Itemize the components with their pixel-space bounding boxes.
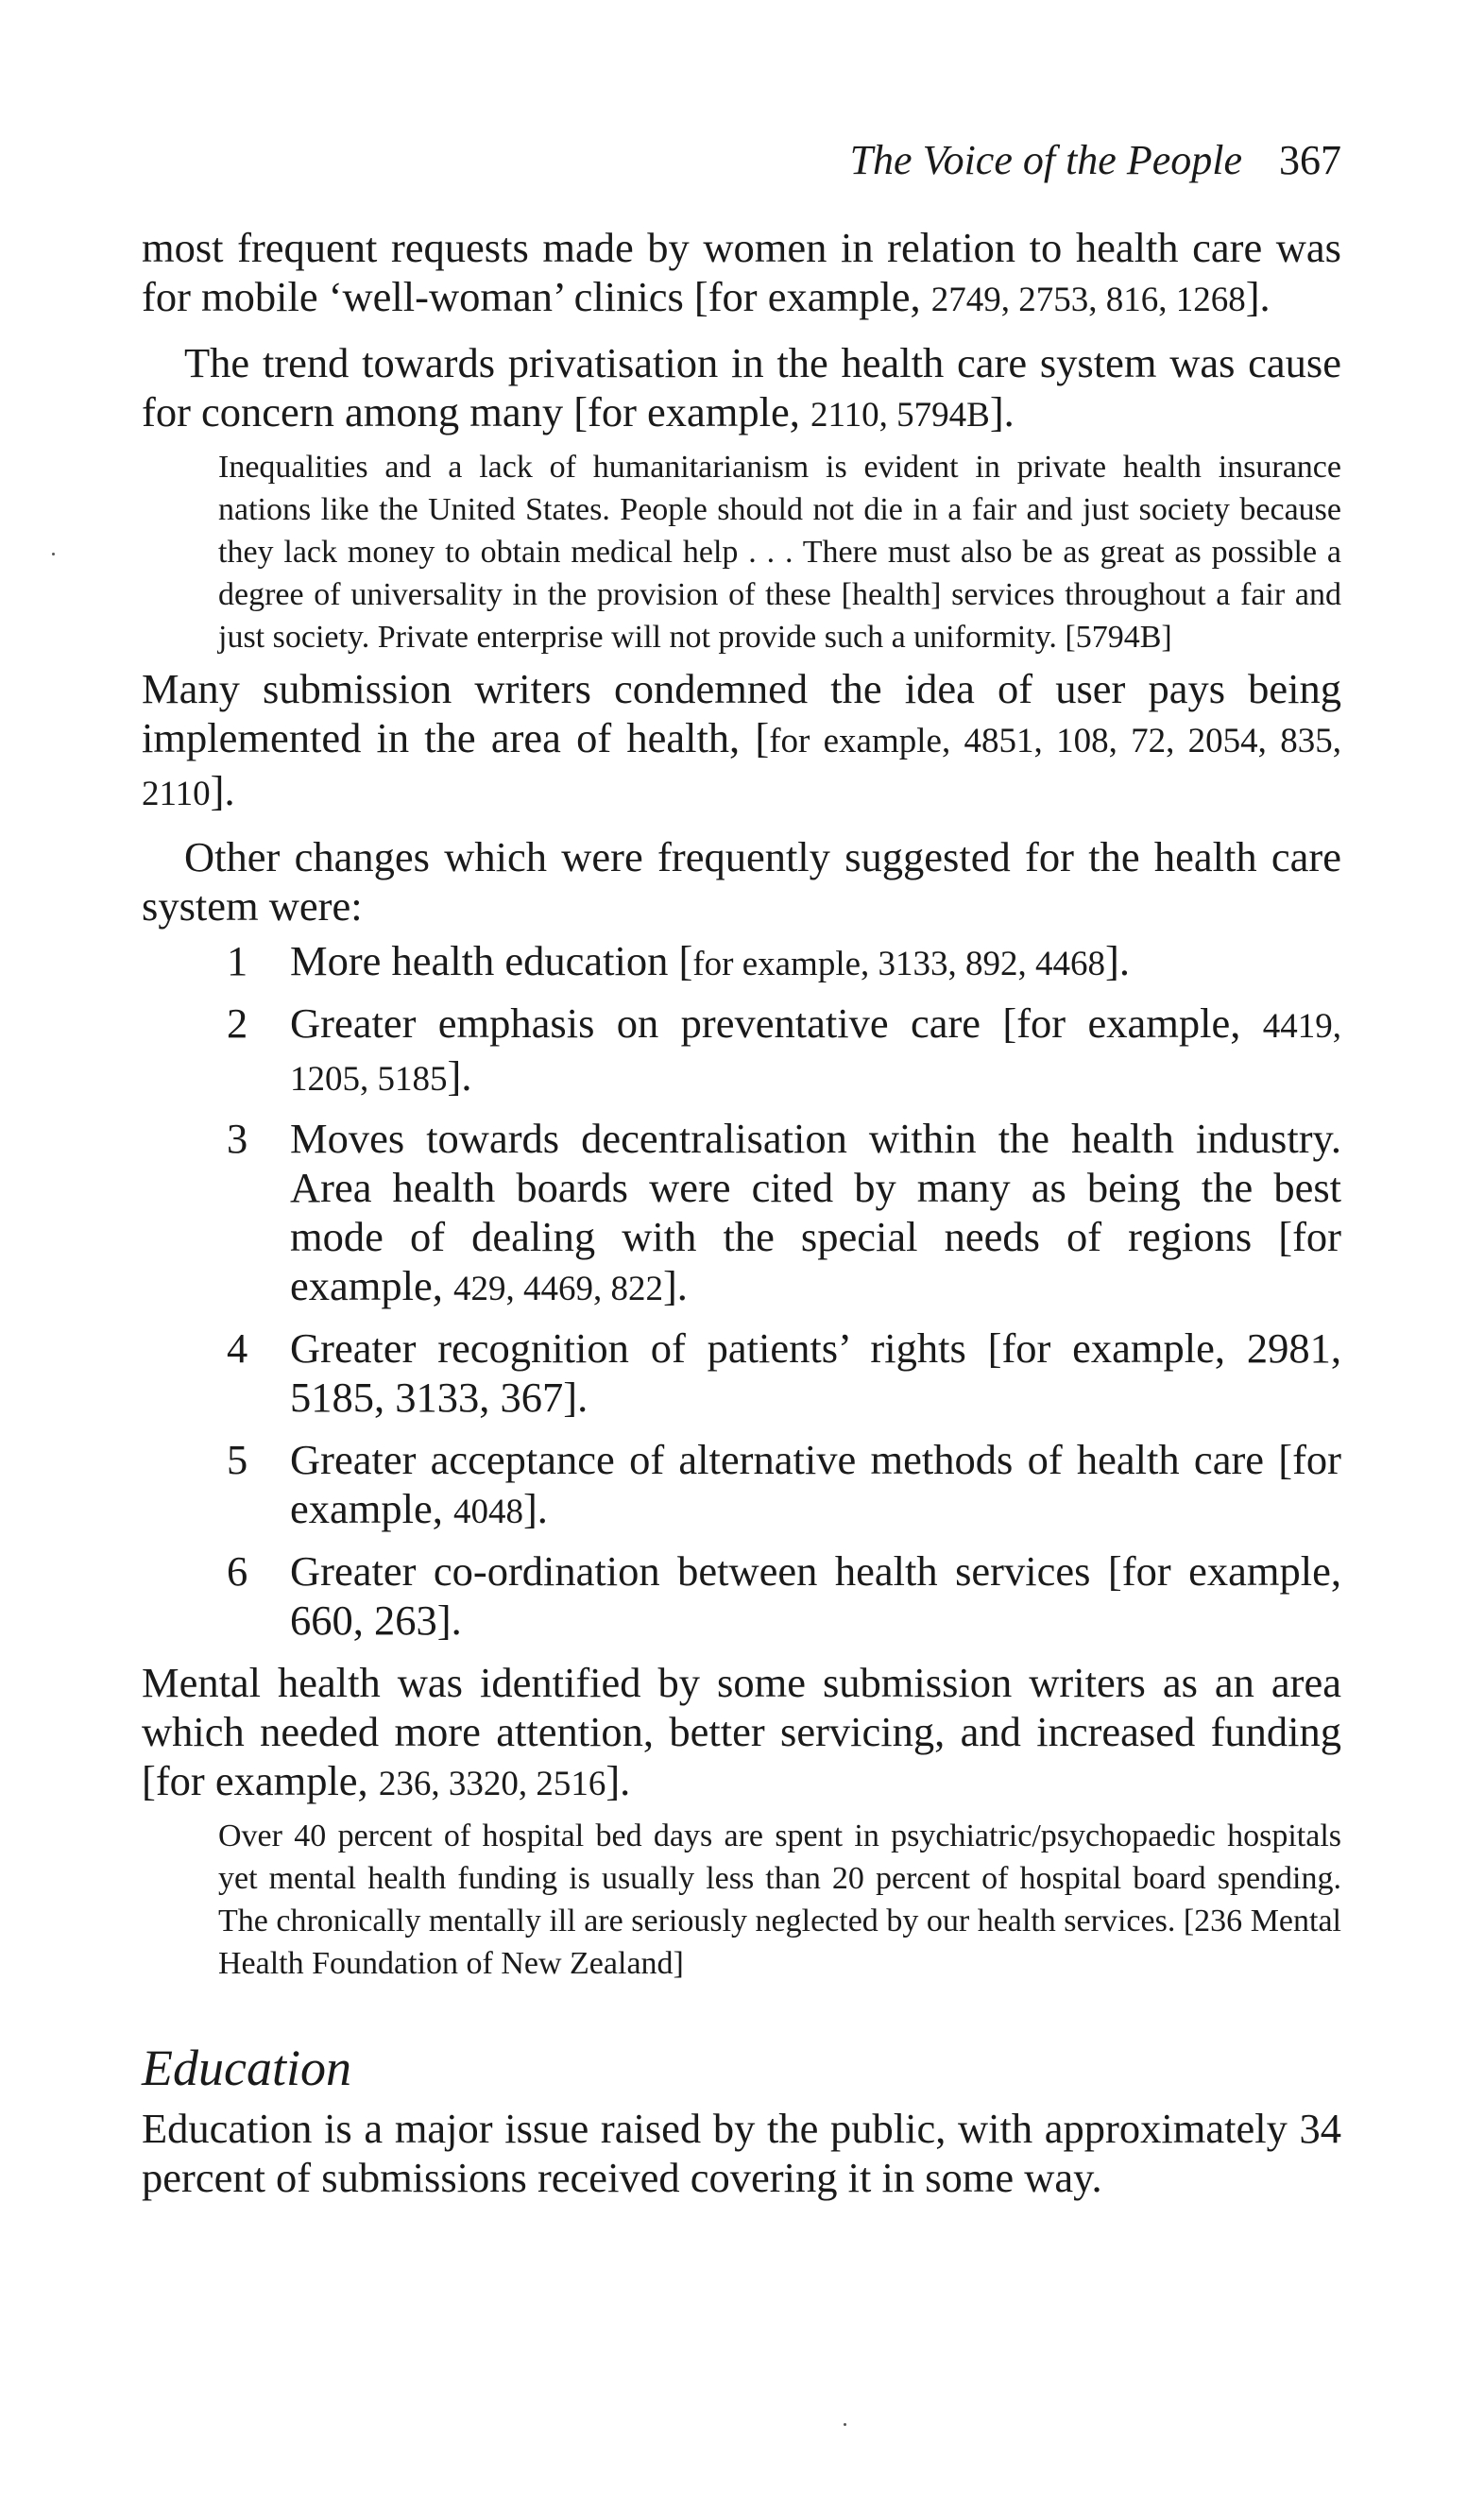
- paragraph-3: [142, 664, 1341, 819]
- list-item: [142, 999, 1341, 1104]
- block-quote-1: Inequalities and a lack of humanitarianism is evident in private health insurance nations like the United States. People should not die in a fair and just society because they lack money to obtain medical help . . . There must also be as great as possible a degree of universality in the provision of these [health] services throughout a fair and just society. Private enterprise will not provide such a uniformity. [5794B]: [218, 450, 1341, 655]
- paragraph-5: [142, 1658, 1341, 1809]
- list-item-number: 2: [227, 999, 248, 1047]
- paragraph-3-text: Many submission writers condemned the idea of user pays being implemented in the area of health, [: [142, 665, 1341, 761]
- paragraph-3-refs: for example, 4851, 108, 72, 2054, 835, 2110: [142, 722, 1341, 813]
- list-item-number: 6: [227, 1547, 248, 1595]
- list-item-number: 3: [227, 1115, 248, 1162]
- stray-mark: [52, 553, 55, 555]
- paragraph-2-end: ].: [989, 388, 1015, 435]
- list-item-number: 1: [227, 937, 248, 984]
- paragraph-2-refs: 2110, 5794B: [810, 396, 990, 435]
- list-item-text: Greater co-ordination between health services [for example, 660, 263].: [290, 1547, 1341, 1644]
- list-item-end: ].: [522, 1485, 548, 1532]
- list-item-refs: 429, 4469, 822: [452, 1270, 663, 1308]
- paragraph-3-end: ].: [210, 767, 235, 814]
- list-item: [142, 1546, 1341, 1648]
- section-heading: Education: [142, 2040, 351, 2096]
- list-item-text: More health education [: [290, 937, 693, 984]
- stray-mark: [844, 2423, 846, 2426]
- paragraph-5-text: Mental health was identified by some submission writers as an area which needed more attention, better servicing, and increased funding [for example,: [142, 1659, 1341, 1804]
- running-head: [849, 137, 1341, 183]
- paragraph-1-end: ].: [1245, 273, 1271, 320]
- list-item-number: 4: [227, 1324, 248, 1372]
- paragraph-5-refs: 236, 3320, 2516: [378, 1765, 606, 1803]
- list-item-end: ].: [1105, 937, 1130, 984]
- body-text: [142, 223, 1341, 2202]
- page-number: 367: [1279, 137, 1341, 183]
- paragraph-2: [142, 338, 1341, 440]
- paragraph-2-text: The trend towards privatisation in the health care system was cause for concern among many [for example,: [142, 339, 1341, 435]
- paragraph-1-text: most frequent requests made by women in relation to health care was for mobile ‘well-woman’ clinics [for example,: [142, 224, 1341, 320]
- paragraph-1-refs: 2749, 2753, 816, 1268: [930, 281, 1246, 319]
- list-item-text: Moves towards decentralisation within the health industry. Area health boards were cited by many as being the best mode of dealing with the special needs of regions [for example,: [290, 1115, 1341, 1309]
- paragraph-5-end: ].: [606, 1757, 631, 1804]
- list-item: [142, 936, 1341, 989]
- list-item: [142, 1114, 1341, 1314]
- paragraph-1: [142, 223, 1341, 325]
- list-item-end: ].: [447, 1052, 472, 1100]
- list-item-refs: 4048: [452, 1493, 523, 1531]
- list-item-text: Greater acceptance of alternative methods of health care [for example,: [290, 1436, 1341, 1532]
- list-item-text: Greater emphasis on preventative care [for example,: [290, 999, 1263, 1047]
- suggestion-list: [142, 936, 1341, 1648]
- list-item: [142, 1435, 1341, 1537]
- list-item-end: ].: [662, 1262, 688, 1309]
- paragraph-6: Education is a major issue raised by the public, with approximately 34 percent of submissions received covering it in some way.: [142, 2105, 1341, 2201]
- list-item: [142, 1323, 1341, 1426]
- running-title: The Voice of the People: [849, 137, 1242, 183]
- list-item-refs: 4419, 1205, 5185: [290, 1007, 1341, 1099]
- paragraph-4: Other changes which were frequently suggested for the health care system were:: [142, 833, 1341, 930]
- list-item-text: Greater recognition of patients’ rights [for example, 2981, 5185, 3133, 367].: [290, 1324, 1341, 1421]
- list-item-number: 5: [227, 1436, 248, 1483]
- block-quote-2: Over 40 percent of hospital bed days are spent in psychiatric/psychopaedic hospitals yet mental health funding is usually less than 20 percent of hospital board spending. The chronically mentally ill are seriously neglected by our health services. [236 Mental Health Foundation of New Zealand]: [218, 1818, 1341, 1981]
- list-item-refs: for example, 3133, 892, 4468: [692, 945, 1106, 983]
